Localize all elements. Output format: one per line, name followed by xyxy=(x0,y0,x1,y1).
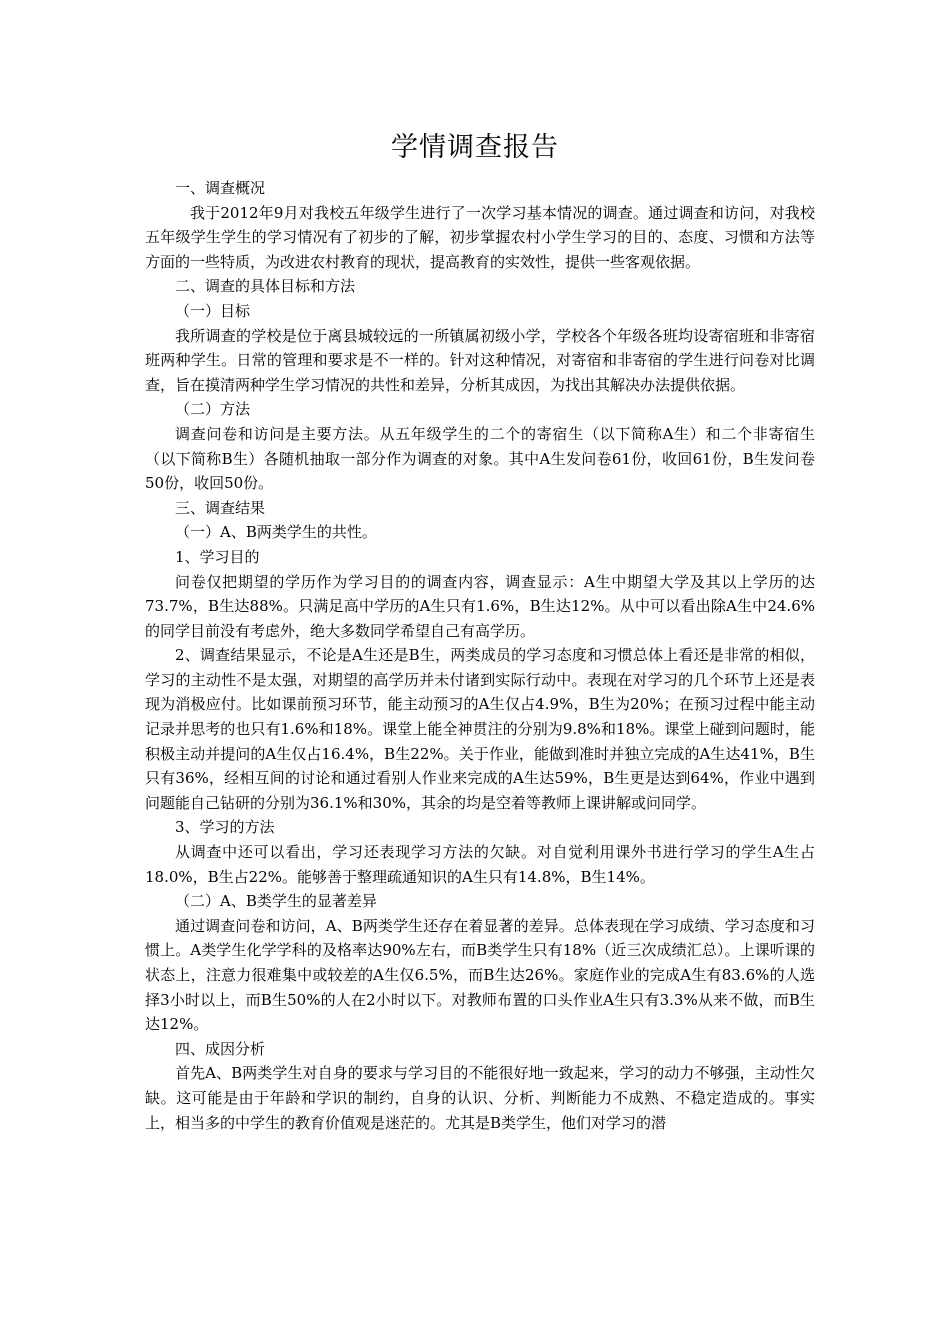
document-title: 学情调查报告 xyxy=(391,132,559,163)
paragraph-learning-methods: 从调查中还可以看出，学习还表现学习方法的欠缺。对自觉利用课外书进行学习的学生A生占18.0%，B生占22%。能够善于整理疏通知识的A生只有14.8%，B生14%。 xyxy=(145,843,815,886)
paragraph-attitude-habits: 2、调查结果显示，不论是A生还是B生，两类成员的学习态度和习惯总体上看还是非常的相似，学习的主动性不是太强，对期望的高学历并未付诸到实际行动中。表现在对学习的几个环节上还是表现为消极应付。比如课前预习环节，能主动预习的A生仅占4.9%，B生为20%；在预习过程中能主动记录并思考的也只有1.6%和18%。课堂上能全神贯注的分别为9.8%和18%。课堂上碰到问题时，能积极主动并提问的A生仅占16.4%，B生22%。关于作业，能做到准时并独立完成的A生达41%，B生只有36%，经相互间的讨论和通过看别人作业来完成的A生达59%，B生更是达到64%，作业中遇到问题能自己钻研的分别为36.1%和30%，其余的均是空着等教师上课讲解或问同学。 xyxy=(145,646,815,812)
subheading-differences: （二）A、B类学生的显著差异 xyxy=(175,892,377,911)
paragraph-cause-analysis: 首先A、B两类学生对自身的要求与学习目的不能很好地一致起来，学习的动力不够强，主动性欠缺。这可能是由于年龄和学识的制约，自身的认识、分析、判断能力不成熟、不稳定造成的。事实上，相当多的中学生的教育价值观是迷茫的。尤其是B类学生，他们对学习的潜 xyxy=(145,1064,815,1132)
paragraph-goals: 我所调查的学校是位于离县城较远的一所镇属初级小学，学校各个年级各班均设寄宿班和非寄宿班两种学生。日常的管理和要求是不一样的。针对这种情况，对寄宿和非寄宿的学生进行问卷对比调查，旨在摸清两种学生学习情况的共性和差异，分析其成因，为找出其解决办法提供依据。 xyxy=(145,326,815,394)
paragraph-learning-purpose: 问卷仅把期望的学历作为学习目的的调查内容，调查显示：A生中期望大学及其以上学历的达73.7%，B生达88%。只满足高中学历的A生只有1.6%，B生达12%。从中可以看出除A生中24.6%的同学目前没有考虑外，绝大多数同学希望自己有高学历。 xyxy=(145,572,815,640)
section-heading-goals-methods: 二、调查的具体目标和方法 xyxy=(175,277,356,296)
document-body xyxy=(145,176,815,1135)
section-heading-cause-analysis: 四、成因分析 xyxy=(175,1039,266,1058)
section-heading-results: 三、调查结果 xyxy=(175,498,266,517)
subheading-commonality: （一）A、B两类学生的共性。 xyxy=(175,523,377,542)
subheading-learning-purpose: 1、学习目的 xyxy=(175,547,260,566)
paragraph-methods: 调查问卷和访问是主要方法。从五年级学生的二个的寄宿生（以下简称A生）和二个非寄宿生（以下简称B生）各随机抽取一部分作为调查的对象。其中A生发问卷61份，收回61份，B生发问卷50份，收回50份。 xyxy=(145,424,815,493)
paragraph-differences: 通过调查问卷和访问，A、B两类学生还存在着显著的差异。总体表现在学习成绩、学习态度和习惯上。A类学生化学学科的及格率达90%左右，而B类学生只有18%（近三次成绩汇总）。上课听课的状态上，注意力很难集中或较差的A生仅6.5%，而B生达26%。家庭作业的完成A生有83.6%的人选择3小时以上，而B生50%的人在2小时以下。对教师布置的口头作业A生只有3.3%从来不做，而B生达12%。 xyxy=(145,916,815,1034)
subheading-goals: （一）目标 xyxy=(175,301,251,320)
subheading-methods: （二）方法 xyxy=(175,400,251,419)
paragraph-overview: 我于2012年9月对我校五年级学生进行了一次学习基本情况的调查。通过调查和访问，对我校五年级学生学生的学习情况有了初步的了解，初步掌握农村小学生学习的目的、态度、习惯和方法等方面的一些特质，为改进农村教育的现状，提高教育的实效性，提供一些客观依据。 xyxy=(145,203,815,271)
section-heading-overview: 一、调查概况 xyxy=(175,179,266,197)
subheading-learning-methods: 3、学习的方法 xyxy=(175,818,275,837)
